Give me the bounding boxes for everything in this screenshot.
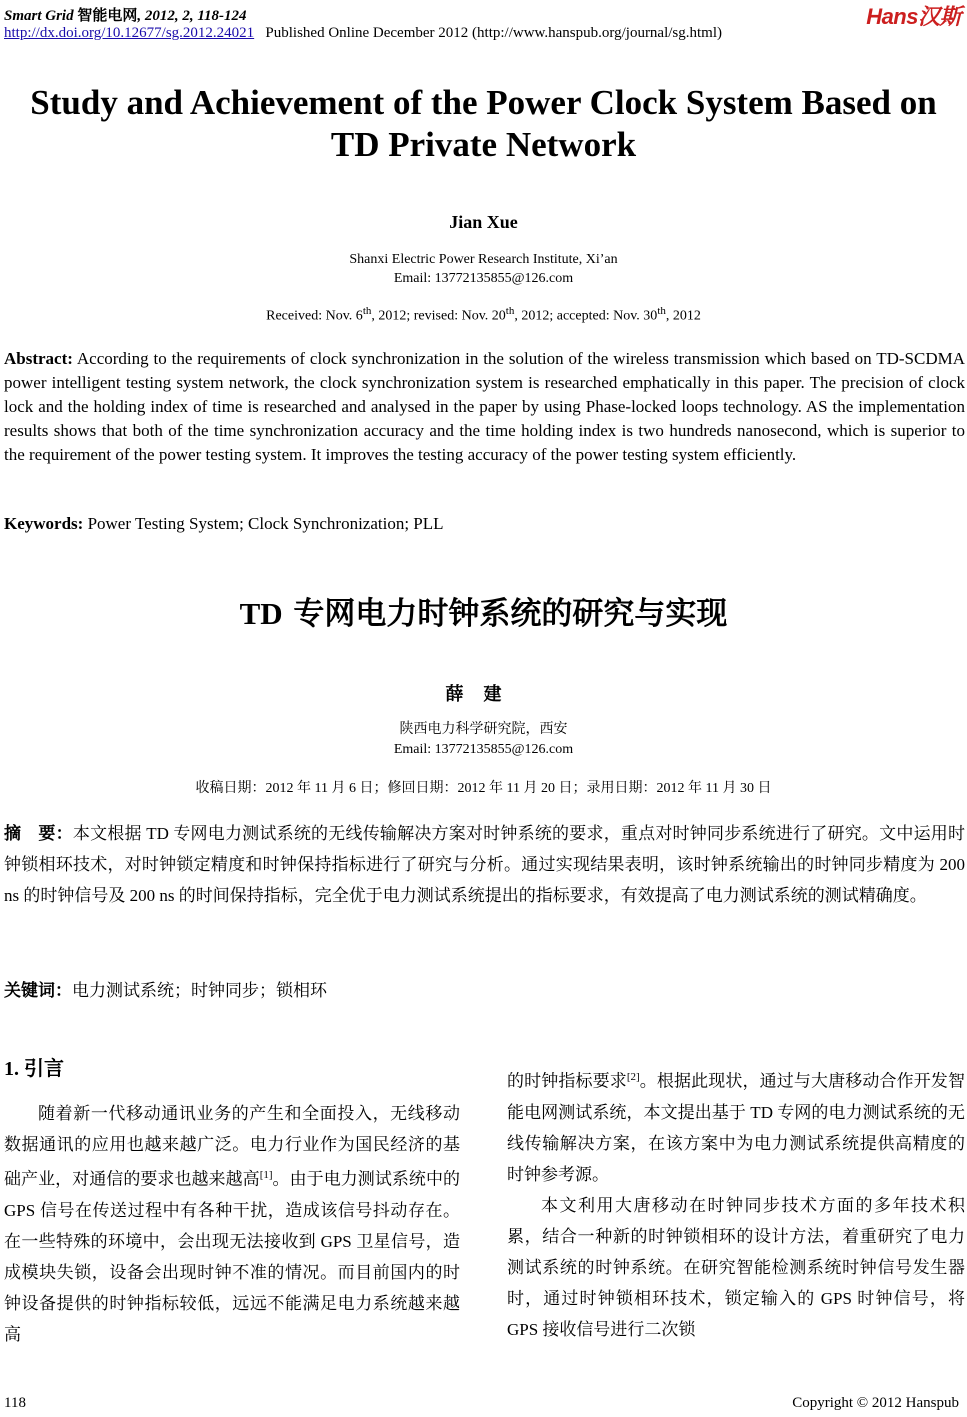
body-left-column bbox=[4, 1098, 460, 1350]
doi-line bbox=[4, 25, 722, 42]
citation-2[interactable]: [2] bbox=[626, 1071, 640, 1083]
affiliation-en bbox=[0, 250, 967, 288]
abstract-label: Abstract: bbox=[4, 349, 73, 368]
year-part: , 2012 bbox=[665, 308, 701, 324]
intro-paragraph-cont bbox=[507, 1062, 965, 1190]
intro-paragraph-1 bbox=[4, 1098, 460, 1350]
accepted-part: , 2012; accepted: Nov. 30 bbox=[514, 308, 658, 324]
affiliation-cn-text: 陕西电力科学研究院，西安 bbox=[399, 722, 568, 737]
cont-text-a: 的时钟指标要求 bbox=[507, 1071, 627, 1091]
keywords-cn-text: 电力测试系统；时钟同步；锁相环 bbox=[72, 981, 327, 1000]
abstract-en bbox=[4, 347, 965, 467]
journal-name bbox=[4, 4, 247, 25]
intro-text-a: 随着新一代移动通讯业务的产生和全面投入，无线移动数据通讯的应用也越来越广泛。电力行业作为国民经济的基础产业，对通信的要求也越来越高 bbox=[4, 1104, 460, 1189]
keywords-en bbox=[4, 512, 965, 536]
title-line-2: TD Private Network bbox=[330, 125, 637, 164]
keywords-cn bbox=[4, 975, 965, 1006]
keywords-text: Power Testing System; Clock Synchronization; PLL bbox=[87, 514, 444, 533]
received-dates-en bbox=[0, 305, 967, 325]
paper-title-en bbox=[0, 82, 967, 166]
author-cn: 薛建 bbox=[445, 684, 522, 705]
affiliation-text: Shanxi Electric Power Research Institute, Xi’an bbox=[349, 252, 618, 267]
affiliation-cn bbox=[0, 720, 967, 760]
received-dates-cn: 收稿日期：2012 年 11 月 6 日；修回日期：2012 年 11 月 20 日；录用日期：2012 年 11 月 30 日 bbox=[195, 781, 772, 796]
abstract-text: According to the requirements of clock synchronization in the solution of the wireless transmission which based on TD-SCDMA power intelligent testing system network, the clock synchronization system is researched emphatically in this paper. The precision of clock lock and the holding index of time is researched and analysed in the paper by using Phase-locked loops technology. AS the implementation results shows that both of the time synchronization accuracy and the time holding index is two hundreds nanosecond, which is superior to the requirement of the power testing system. It improves the testing accuracy of the power testing system efficiently. bbox=[4, 349, 966, 464]
abstract-cn-label: 摘 要： bbox=[4, 824, 73, 843]
received-part: Received: Nov. 6 bbox=[266, 308, 363, 324]
ordinal-sup: th bbox=[657, 305, 666, 317]
journal-title: Smart Grid bbox=[4, 8, 74, 24]
email-en: Email: 13772135855@126.com bbox=[393, 271, 574, 286]
title-line-1: Study and Achievement of the Power Clock System Based on bbox=[30, 83, 937, 122]
author-en: Jian Xue bbox=[449, 212, 518, 232]
intro-paragraph-2: 本文利用大唐移动在时钟同步技术方面的多年技术积累，结合一种新的时钟锁相环的设计方法，着重研究了电力测试系统的时钟系统。在研究智能检测系统时钟信号发生器时，通过时钟锁相环技术，锁定输入的 GPS 时钟信号，将 GPS 接收信号进行二次锁 bbox=[507, 1195, 965, 1339]
keywords-cn-label: 关键词： bbox=[4, 981, 72, 1000]
cont-text-b: 。根据此现状，通过与大唐移动合作开发智能电网测试系统，本文提出基于 TD 专网的电力测试系统的无线传输解决方案，在该方案中为电力测试系统提供高精度的时钟参考源。 bbox=[507, 1071, 966, 1184]
ordinal-sup: th bbox=[505, 305, 515, 317]
abstract-cn-text: 本文根据 TD 专网电力测试系统的无线传输解决方案对时钟系统的要求，重点对时钟同步系统进行了研究。文中运用时钟锁相环技术，对时钟锁定精度和时钟保持指标进行了研究与分析。通过实现结果表明，该时钟系统输出的时钟同步精度为 200 ns 的时钟信号及 200 ns 的时间保持指标，完全优于电力测试系统提出的指标要求，有效提高了电力测试系统的测试精确度。 bbox=[4, 824, 966, 905]
copyright-notice: Copyright © 2012 Hanspub bbox=[792, 1395, 959, 1411]
published-info: Published Online December 2012 (http://www.hanspub.org/journal/sg.html) bbox=[265, 25, 723, 41]
journal-info: , 2012, 2, 118-124 bbox=[137, 8, 247, 24]
citation-1[interactable]: [1] bbox=[259, 1169, 273, 1181]
doi-link[interactable]: http://dx.doi.org/10.12677/sg.2012.24021 bbox=[4, 25, 255, 41]
paper-title-cn bbox=[0, 588, 967, 633]
hanspub-logo: Hans汉斯 bbox=[866, 4, 961, 29]
section-heading-introduction: 1. 引言 bbox=[4, 1058, 64, 1080]
page-number: 118 bbox=[4, 1395, 26, 1411]
body-right-column bbox=[507, 1062, 965, 1345]
intro-text-b: 。由于电力测试系统中的 GPS 信号在传送过程中有各种干扰，造成该信号抖动存在。在一些特殊的环境中，会出现无法接收到 GPS 卫星信号，造成模块失锁，设备会出现时钟不准的情况。而目前国内的时钟设备提供的时钟指标较低，远远不能满足电力系统越来越高 bbox=[4, 1169, 461, 1344]
revised-part: , 2012; revised: Nov. 20 bbox=[371, 308, 506, 324]
email-cn: Email: 13772135855@126.com bbox=[393, 742, 574, 757]
keywords-label: Keywords: bbox=[4, 514, 84, 533]
title-cn-rest: 专网电力时钟系统的研究与实现 bbox=[282, 596, 728, 632]
abstract-cn bbox=[4, 818, 965, 911]
journal-title-cn: 智能电网 bbox=[77, 8, 138, 24]
title-td: TD bbox=[239, 596, 283, 631]
ordinal-sup: th bbox=[362, 305, 372, 317]
